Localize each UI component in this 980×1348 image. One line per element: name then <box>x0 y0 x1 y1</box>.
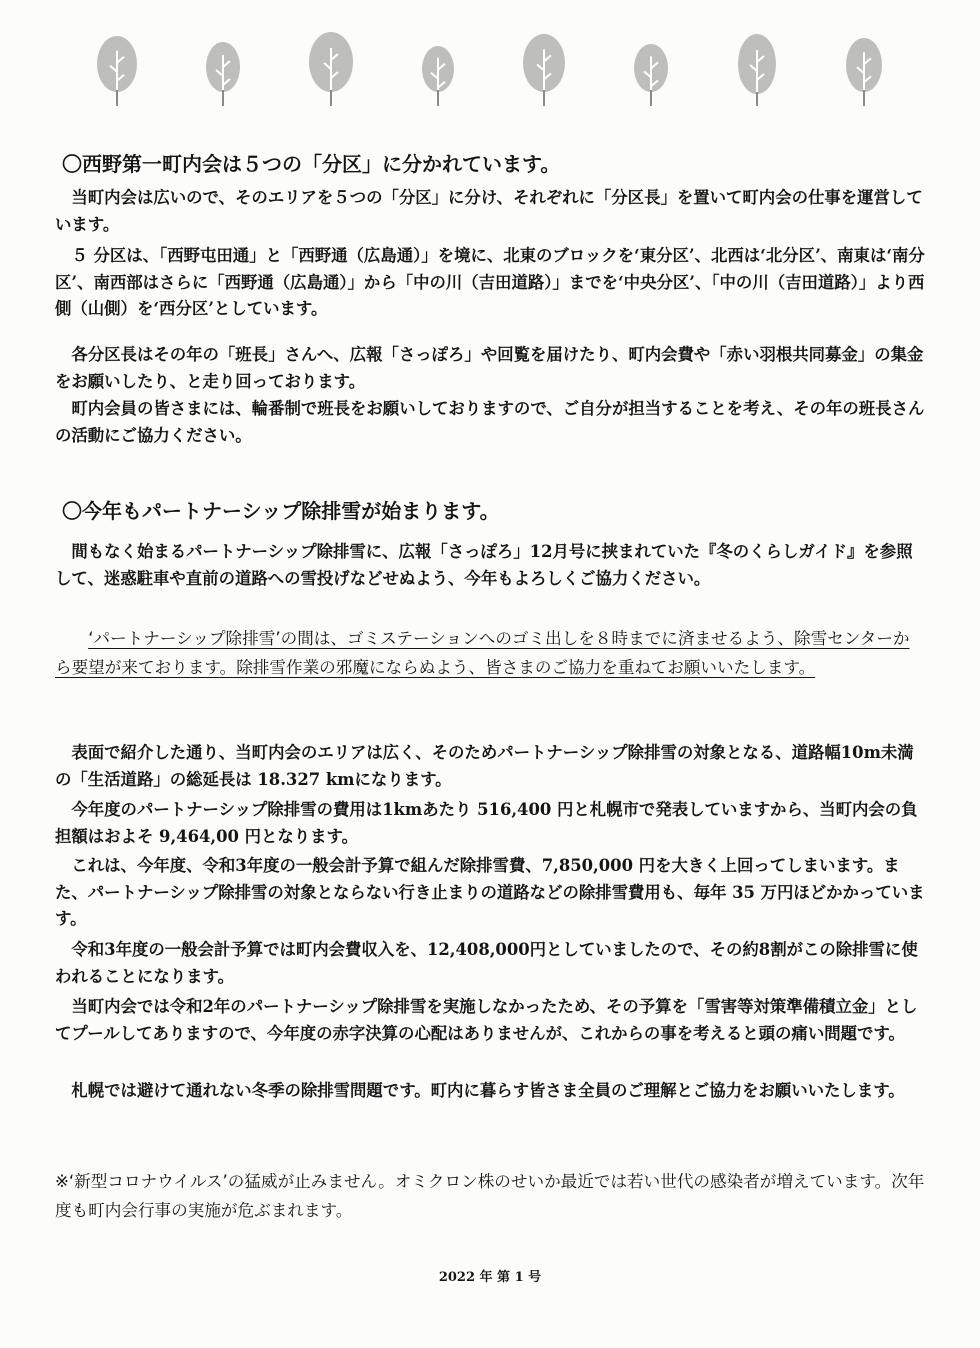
paragraph-closing-request: 札幌では避けて通れない冬季の除排雪問題です。町内に暮らす皆さま全員のご理解とご協力をお願いいたします。 <box>71 1081 905 1100</box>
tree-banner <box>95 28 885 106</box>
tree-icon <box>203 40 243 106</box>
garbage-notice: ‘パートナーシップ除排雪’の間は、ゴミステーションへのゴミ出しを８時までに済ませるよう、除雪センターから要望が来ております。除排雪作業の邪魔にならぬよう、皆さまのご協力を重ねてお願いいたします。 <box>55 629 910 677</box>
section-heading-snow-removal: 〇今年もパートナーシップ除排雪が始まります。 <box>62 499 500 523</box>
tree-icon <box>521 32 567 106</box>
paragraph-snow-intro: 間もなく始まるパートナーシップ除排雪に、広報「さっぽろ」12月号に挟まれていた『冬のくらしガイド』を参照して、迷惑駐車や直前の道路への雪投げなどせぬよう、今年もよろしくご協力ください。 <box>55 542 913 588</box>
paragraph-member-request: 町内会員の皆さまには、輪番制で班長をお願いしておりますので、ご自分が担当することを考え、その年の班長さんの活動にご協力ください。 <box>55 399 925 445</box>
paragraph-district-leaders: 各分区長はその年の「班長」さんへ、広報「さっぽろ」や回覧を届けたり、町内会費や「赤い羽根共同募金」の集金をお願いしたり、と走り回っております。 <box>55 345 924 391</box>
paragraph-road-length: 表面で紹介した通り、当町内会のエリアは広く、そのためパートナーシップ除排雪の対象となる、道路幅10m未満の「生活道路」の総延長は 18.327 kmになります。 <box>55 743 914 789</box>
paragraph-budget-overrun: これは、今年度、令和3年度の一般会計予算で組んだ除排雪費、7,850,000 円を大きく上回ってしまいます。また、パートナーシップ除排雪の対象とならない行き止まりの道路などの除排雪費用も、毎年 35 万円ほどかかっています。 <box>55 856 925 928</box>
tree-icon <box>735 32 779 106</box>
paragraph-district-intro: 当町内会は広いので、そのエリアを５つの「分区」に分け、それぞれに「分区長」を置いて町内会の仕事を運営しています。 <box>55 188 923 234</box>
paragraph-district-boundaries: ５ 分区は、「西野屯田通」と「西野通（広島通）」を境に、北東のブロックを‘東分区’、北西は‘北分区’、南東は‘南分区’、南西部はさらに「西野通（広島通）」から「中の川（吉田道路）」までを‘中央分区’、「中の川（吉田道路）」より西側（山側）を‘西分区’としています。 <box>55 246 925 318</box>
paragraph-fee-income: 令和3年度の一般会計予算では町内会費収入を、12,408,000円としていましたので、その約8割がこの除排雪に使われることになります。 <box>55 940 918 986</box>
section-heading-districts: 〇西野第一町内会は５つの「分区」に分かれています。 <box>62 152 561 176</box>
tree-icon <box>631 42 671 106</box>
covid-footnote: ※‘新型コロナウイルス’の猛威が止みません。オミクロン株のせいか最近では若い世代の感染者が増えています。次年度も町内会行事の実施が危ぶまれます。 <box>55 1172 925 1220</box>
paragraph-cost-per-km: 今年度のパートナーシップ除排雪の費用は1kmあたり 516,400 円と札幌市で発表していますから、当町内会の負担額はおよそ 9,464,00 円となります。 <box>55 800 918 846</box>
issue-number: 2022 年 第 1 号 <box>438 1270 542 1285</box>
paragraph-reserve-fund: 当町内会では令和2年のパートナーシップ除排雪を実施しなかったため、その予算を「雪害等対策準備積立金」としてプールしてありますので、今年度の赤字決算の心配はありませんが、これからの事を考えると頭の痛い問題です。 <box>55 997 918 1043</box>
tree-icon <box>307 30 355 106</box>
tree-icon <box>95 34 139 106</box>
tree-icon <box>843 36 885 106</box>
tree-icon <box>419 44 457 106</box>
